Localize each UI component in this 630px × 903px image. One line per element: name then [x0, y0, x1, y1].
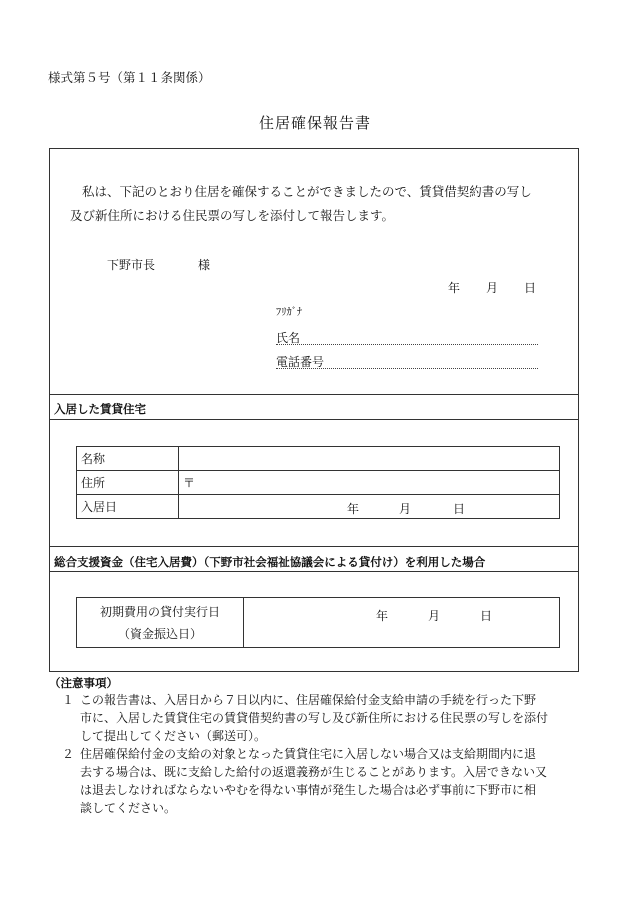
housing-label-move-in: 入居日 — [77, 495, 179, 519]
table-row — [77, 495, 560, 519]
move-in-date — [183, 500, 555, 514]
note-1-line-1: この報告書は、入居日から７日以内に、住居確保給付金支給申請の手続を行った下野 — [80, 693, 537, 707]
housing-label-name: 名称 — [77, 447, 179, 471]
name-label: 氏名 — [276, 331, 301, 345]
note-2-line-1: 住居確保給付金の支給の対象となった賃貸住宅に入居しない場合又は支給期間内に退 — [80, 747, 537, 761]
addressee-honorific: 様 — [198, 258, 211, 272]
phone-label: 電話番号 — [276, 355, 325, 369]
note-1-line-2: 市に、入居した賃貸住宅の賃貸借契約書の写し及び新住所における住民票の写しを添付 — [80, 711, 549, 725]
fund-month: 月 — [428, 609, 441, 623]
divider-fund-heading — [49, 571, 579, 572]
name-field-line[interactable] — [276, 344, 538, 345]
note-2-line-2: 去する場合は、既に支給した給付の返還義務が生じることがあります。入居できない又 — [80, 765, 548, 779]
fund-date — [248, 607, 555, 621]
report-date-month: 月 — [486, 281, 499, 295]
move-in-day: 日 — [453, 501, 466, 516]
note-item-1 — [62, 691, 568, 745]
intro-line-2: 及び新住所における住民票の写しを添付して報告します。 — [70, 208, 395, 223]
note-1-line-3: して提出してください（郵送可）。 — [80, 729, 267, 743]
divider-fund-section — [49, 546, 579, 547]
move-in-year: 年 — [347, 501, 360, 516]
notes-heading: （注意事項） — [49, 676, 118, 690]
addressee-name: 下野市長 — [107, 258, 156, 272]
housing-label-address: 住所 — [77, 471, 179, 495]
housing-value-address[interactable]: 〒 — [179, 471, 560, 495]
fund-label-line-2: （資金振込日） — [117, 626, 202, 641]
move-in-month: 月 — [399, 501, 412, 516]
divider-housing-heading — [49, 419, 579, 420]
fund-label-cell — [77, 598, 244, 648]
note-text-1 — [80, 691, 568, 745]
fund-table — [76, 597, 560, 648]
note-2-line-4: 談してください。 — [80, 801, 177, 815]
note-item-2 — [62, 745, 568, 817]
housing-value-move-in[interactable] — [179, 495, 560, 519]
report-date-day: 日 — [524, 281, 537, 295]
fund-section-heading: 総合支援資金（住宅入居費）（下野市社会福祉協議会による貸付け）を利用した場合 — [54, 555, 486, 569]
note-text-2 — [80, 745, 568, 817]
fund-date-cell[interactable] — [244, 598, 560, 648]
table-row — [77, 447, 560, 471]
housing-section-heading: 入居した賃貸住宅 — [54, 402, 146, 416]
note-number-2: ２ — [62, 747, 75, 761]
table-row — [77, 598, 560, 648]
report-date-year: 年 — [448, 281, 461, 295]
furigana-label: ﾌﾘｶﾞﾅ — [276, 306, 303, 318]
form-number: 様式第５号（第１１条関係） — [48, 70, 211, 85]
note-number-1: １ — [62, 693, 75, 707]
phone-field-line[interactable] — [276, 368, 538, 369]
housing-value-name[interactable] — [179, 447, 560, 471]
intro-line-1: 私は、下記のとおり住居を確保することができましたので、賃貸借契約書の写し — [82, 184, 532, 199]
note-2-line-3: は退去しなければならないやむを得ない事情が発生した場合は必ず事前に下野市に相 — [80, 783, 537, 797]
fund-day: 日 — [480, 609, 493, 623]
fund-year: 年 — [376, 609, 389, 623]
fund-label-line-1: 初期費用の貸付実行日 — [99, 604, 220, 619]
page-title: 住居確保報告書 — [258, 114, 371, 132]
divider-top-section — [49, 394, 579, 395]
housing-table — [76, 446, 560, 519]
table-row — [77, 471, 560, 495]
